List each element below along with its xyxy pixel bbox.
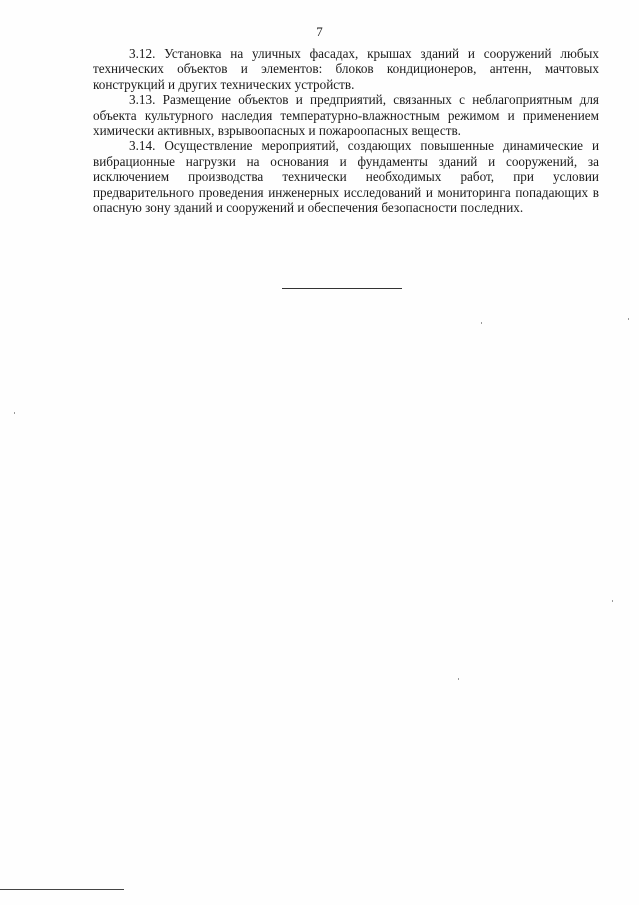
scan-speck (628, 318, 629, 320)
document-body (93, 46, 599, 215)
scan-speck (481, 322, 482, 324)
paragraph-3-13: 3.13. Размещение объектов и предприятий, связанных с неблагоприятным для объекта культурного наследия температурно-влажностным режимом и применением химически активных, взрывоопасных и пожароопасных веществ. (93, 92, 599, 139)
page-number: 7 (316, 24, 323, 39)
footnote-separator-rule (0, 889, 124, 890)
end-of-text-rule (282, 288, 402, 289)
scan-speck (14, 412, 15, 414)
scan-speck (458, 678, 459, 680)
scan-speck (612, 600, 613, 602)
paragraph-3-12: 3.12. Установка на уличных фасадах, крышах зданий и сооружений любых технических объектов и элементов: блоков кондиционеров, антенн, мачтовых конструкций и других технических устройств. (93, 46, 599, 92)
paragraph-3-14: 3.14. Осуществление мероприятий, создающих повышенные динамические и вибрационные нагрузки на основания и фундаменты зданий и сооружений, за исключением производства технически необходимых работ, при условии предварительного проведения инженерных исследований и мониторинга попадающих в опасную зону зданий и сооружений и обеспечения безопасности последних. (93, 138, 599, 216)
